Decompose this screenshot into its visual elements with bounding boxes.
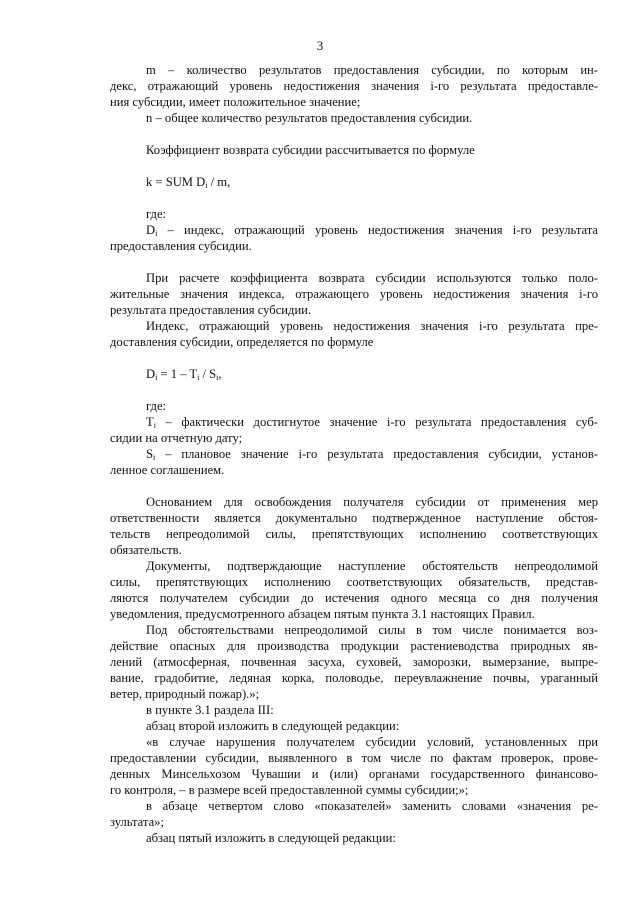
text-line: где: — [146, 399, 167, 413]
text-line: доставления субсидии, определяется по формуле — [110, 335, 374, 349]
definition-text: – плановое значение i-го результата предоставления субсидии, установ- — [155, 447, 598, 461]
text-line: Коэффициент возврата субсидии рассчитывается по формуле — [146, 143, 475, 157]
text-line: Основанием для освобождения получателя субсидии от применения мер — [146, 495, 598, 509]
text-line: в абзаце четвертом слово «показателей» заменить словами «значения ре- — [146, 799, 598, 813]
formula-subscript: i — [155, 373, 158, 382]
definition-line — [146, 414, 598, 430]
text-line: ответственности является документально подтвержденное наступление обстоя- — [110, 511, 598, 525]
symbol-subscript: i — [153, 421, 156, 430]
text-line: денных Минсельхозом Чувашии и (или) органами государственного финансово- — [110, 767, 598, 781]
formula-text: k = SUM D — [146, 175, 206, 189]
formula-subscript: i — [216, 373, 219, 382]
text-line: Под обстоятельствами непреодолимой силы в том числе понимается воз- — [146, 623, 598, 637]
text-line: лений (атмосферная, почвенная засуха, суховей, заморозки, вымерзание, выпре- — [110, 655, 598, 669]
text-line: жительные значения индекса, отражающего уровень недостижения значения i-го — [110, 287, 598, 301]
symbol-subscript: i — [155, 229, 158, 238]
page-number: 3 — [316, 38, 324, 53]
definition-text: – индекс, отражающий уровень недостижения значения i-го результата — [157, 223, 598, 237]
formula-line — [146, 366, 222, 382]
text-line: ляются получателем субсидии до истечения одного месяца со дня получения — [110, 591, 598, 605]
text-line: тельств непреодолимой силы, препятствующих исполнению соответствующих — [110, 527, 598, 541]
formula-text: , — [218, 367, 222, 381]
text-line: абзац пятый изложить в следующей редакции: — [146, 831, 396, 845]
text-line: обязательств. — [110, 543, 182, 557]
symbol: D — [146, 223, 156, 237]
symbol-subscript: i — [153, 453, 156, 462]
text-line: действие опасных для производства продукции растениеводства природных яв- — [110, 639, 598, 653]
definition-text: – фактически достигнутое значение i-го результата предоставления суб- — [155, 415, 598, 429]
text-line: Индекс, отражающий уровень недостижения значения i-го результата пре- — [146, 319, 598, 333]
text-line: предоставления субсидии. — [110, 239, 252, 253]
text-line: вание, градобитие, ледяная корка, половодье, переувлажнение почвы, ураганный — [110, 671, 598, 685]
text-line: зультата»; — [110, 815, 164, 829]
formula-text: / S — [199, 367, 217, 381]
formula-text: D — [146, 367, 156, 381]
text-line: силы, препятствующих исполнению соответствующих обязательств, представ- — [110, 575, 598, 589]
text-line: го контроля, – в размере всей предоставленной суммы субсидии;»; — [110, 783, 469, 797]
symbol: S — [146, 447, 154, 461]
text-line: m – количество результатов предоставления субсидии, по которым ин- — [146, 63, 598, 77]
text-line: n – общее количество результатов предоставления субсидии. — [146, 111, 473, 125]
symbol: T — [146, 415, 154, 429]
text-line: сидии на отчетную дату; — [110, 431, 243, 445]
formula-text: = 1 – T — [157, 367, 198, 381]
text-line: декс, отражающий уровень недостижения значения i-го результата предоставле- — [110, 79, 598, 93]
formula-text: / m, — [207, 175, 231, 189]
text-line: где: — [146, 207, 167, 221]
formula-subscript: i — [197, 373, 200, 382]
text-line: При расчете коэффициента возврата субсидии используются только поло- — [146, 271, 598, 285]
text-line: уведомления, предусмотренного абзацем пятым пункта 3.1 настоящих Правил. — [110, 607, 535, 621]
text-line: в пункте 3.1 раздела III: — [146, 703, 274, 717]
text-line: «в случае нарушения получателем субсидии условий, установленных при — [146, 735, 598, 749]
text-line: Документы, подтверждающие наступление обстоятельств непреодолимой — [146, 559, 598, 573]
formula-line — [146, 174, 230, 190]
text-line: результата предоставления субсидии. — [110, 303, 312, 317]
formula-subscript: i — [205, 181, 208, 190]
text-line: ния субсидии, имеет положительное значение; — [110, 95, 361, 109]
text-line: ленное соглашением. — [110, 463, 225, 477]
definition-line — [146, 222, 598, 238]
text-line: абзац второй изложить в следующей редакции: — [146, 719, 400, 733]
text-line: предоставлении субсидии, выявленного в том числе по фактам проверок, прове- — [110, 751, 598, 765]
text-line: ветер, природный пожар).»; — [110, 687, 260, 701]
definition-line — [146, 446, 598, 462]
